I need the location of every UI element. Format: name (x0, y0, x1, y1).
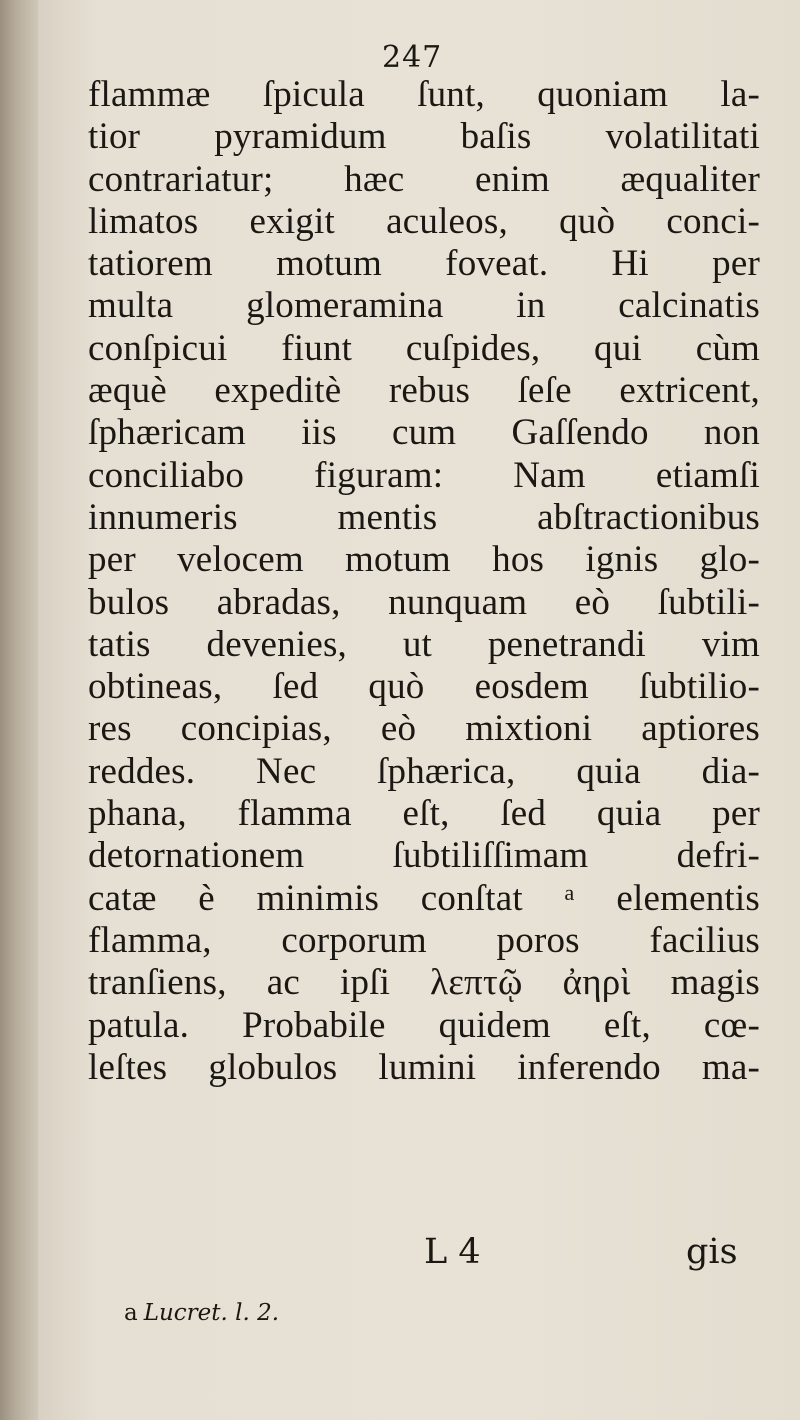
signature-mark: L 4 (424, 1232, 481, 1272)
text-line: obtineas, ſed quò eosdem ſubtilio- (88, 666, 760, 708)
text-line: tatis devenies, ut penetrandi vim (88, 623, 760, 665)
text-line: conſpicui fiunt cuſpides, qui cùm (88, 327, 760, 369)
text-line: phana, flamma eſt, ſed quia per (88, 793, 760, 835)
text-line: conciliabo figuram: Nam etiamſi (88, 454, 760, 496)
body-text (88, 74, 760, 1089)
text-line: catæ è minimis conſtat ᵃ elementis (88, 877, 760, 919)
text-line: reddes. Nec ſphærica, quia dia- (88, 750, 760, 792)
text-line: tranſiens, ac ipſi λεπτῷ ἀηρὶ magis (88, 962, 760, 1004)
text-line: detornationem ſubtiliſſimam defri- (88, 835, 760, 877)
text-line: per velocem motum hos ignis glo- (88, 539, 760, 581)
text-line: res concipias, eò mixtioni aptiores (88, 708, 760, 750)
text-line: bulos abradas, nunquam eò ſubtili- (88, 581, 760, 623)
text-line: tatiorem motum foveat. Hi per (88, 243, 760, 285)
footnote (124, 1300, 279, 1326)
text-line: limatos exigit aculeos, quò conci- (88, 200, 760, 242)
footnote-marker: a (124, 1300, 138, 1326)
text-line: ſphæricam iis cum Gaſſendo non (88, 412, 760, 454)
text-line: contrariatur; hæc enim æqualiter (88, 158, 760, 200)
catchword: gis (686, 1232, 738, 1272)
text-line: flammæ ſpicula ſunt, quoniam la- (88, 74, 760, 115)
text-line: patula. Probabile quidem eſt, cœ- (88, 1004, 760, 1046)
text-line: æquè expeditè rebus ſeſe extricent, (88, 370, 760, 412)
page-number: 247 (382, 40, 443, 75)
book-binding-edge (0, 0, 38, 1420)
text-line: flamma, corporum poros facilius (88, 919, 760, 961)
text-line: innumeris mentis abſtractionibus (88, 496, 760, 538)
text-line: leſtes globulos lumini inferendo ma- (88, 1046, 760, 1088)
footnote-text: Lucret. l. 2. (143, 1300, 280, 1326)
text-line: tior pyramidum baſis volatilitati (88, 116, 760, 158)
text-line: multa glomeramina in calcinatis (88, 285, 760, 327)
